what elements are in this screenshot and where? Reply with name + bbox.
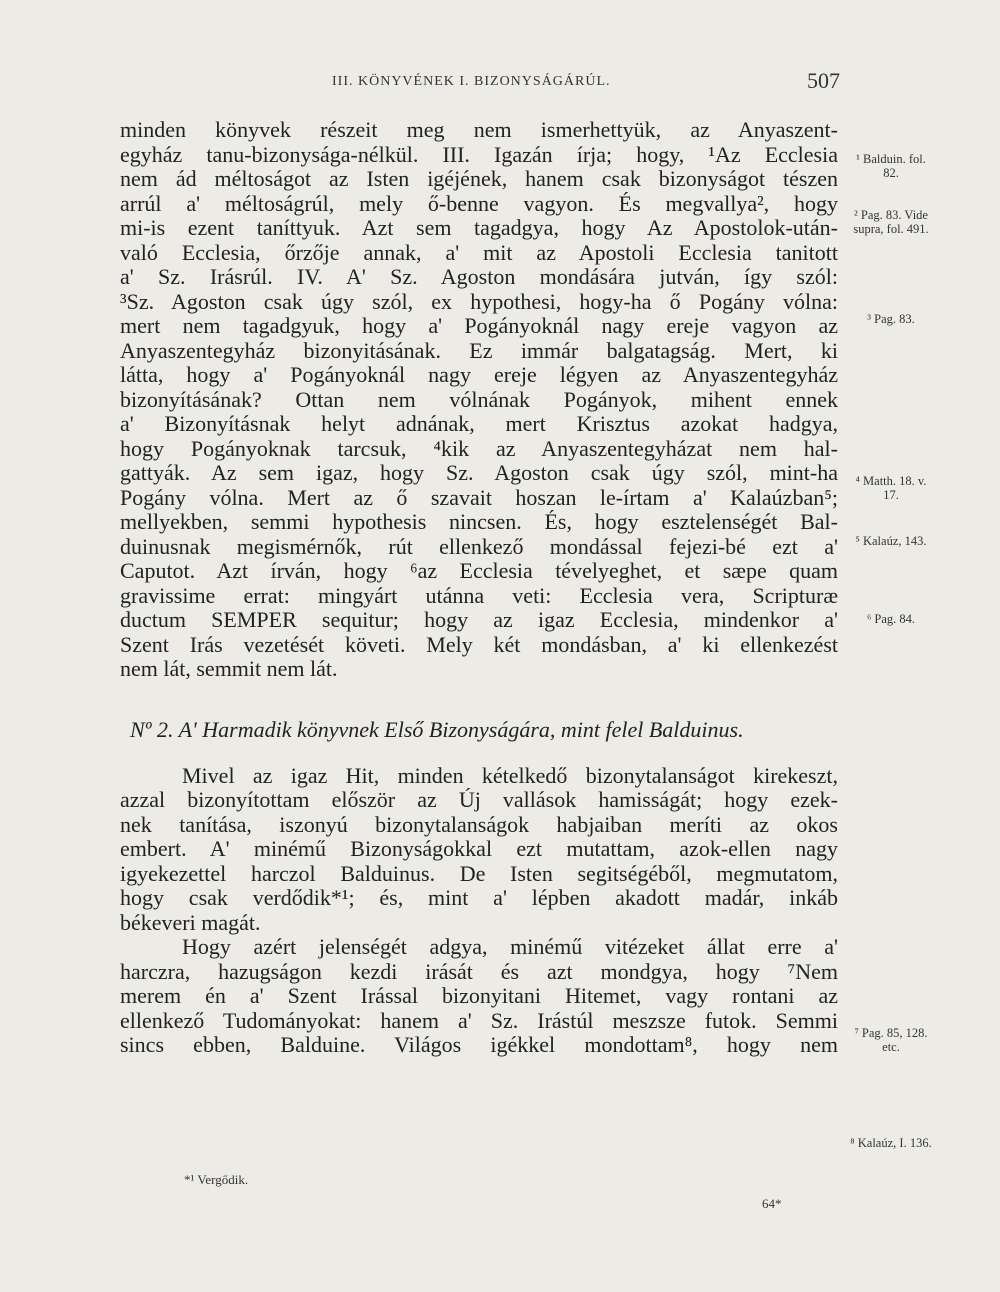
margin-note: ⁶ Pag. 84. bbox=[866, 612, 916, 626]
margin-note: ³ Pag. 83. bbox=[867, 312, 915, 326]
text-line: Pogány vólna. Mert az ő szavait hoszan le-írtam a' Kalaúzban⁵; bbox=[120, 485, 838, 510]
text-line: a' Sz. Irásrúl. IV. A' Sz. Agoston mondására jutván, így szól: bbox=[120, 265, 838, 289]
text-line: gattyák. Az sem igaz, hogy Sz. Agoston csak úgy szól, mint-ha bbox=[120, 461, 838, 485]
signature-mark: 64* bbox=[762, 1196, 782, 1211]
text-line: Mivel az igaz Hit, minden kételkedő bizonytalanságot kirekeszt, bbox=[182, 763, 838, 788]
text-line: nem ád méltoságot az Isten igéjének, hanem csak bizonyságot tészen bbox=[120, 167, 838, 191]
margin-note: ⁷ Pag. 85, 128. etc. bbox=[854, 1026, 928, 1054]
text-line: harczra, hazugságon kezdi irását és azt mondgya, hogy ⁷Nem bbox=[120, 959, 838, 984]
text-line: bizonyításának? Ottan nem vólnának Pogányok, mihent ennek bbox=[120, 387, 838, 412]
text-line: ³Sz. Agoston csak úgy szól, ex hypothesi, hogy-ha ő Pogány vólna: bbox=[120, 289, 838, 314]
text-line: merem én a' Szent Irással bizonyitani Hitemet, vagy rontani az bbox=[120, 984, 838, 1008]
text-line: azzal bizonyítottam először az Új vallások hamisságát; hogy ezek- bbox=[120, 788, 838, 812]
section-gap bbox=[120, 682, 838, 716]
text-line: mi-is ezent taníttyuk. Azt sem tagadgya, hogy Az Apostolok-után- bbox=[120, 216, 838, 240]
margin-note: ¹ Balduin. fol. 82. bbox=[856, 152, 926, 180]
text-line: igyekezettel harczol Balduinus. De Isten segitségéből, megmutatom, bbox=[120, 861, 838, 886]
text-line: hogy Pogányoknak tarcsuk, ⁴kik az Anyaszentegyházat nem hal- bbox=[120, 436, 838, 461]
text-line: ductum SEMPER sequitur; hogy az igaz Ecclesia, mindenkor a' bbox=[120, 608, 838, 632]
text-line: hogy csak verdődik*¹; és, mint a' lépben akadott madár, inkáb bbox=[120, 886, 838, 910]
margin-note: ⁵ Kalaúz, 143. bbox=[855, 534, 927, 548]
text-line: gravissime errat: mingyárt utánna veti: Ecclesia vera, Scripturæ bbox=[120, 583, 838, 608]
footnote: *¹ Vergődik. bbox=[184, 1172, 249, 1187]
margin-note: ⁸ Kalaúz, I. 136. bbox=[850, 1136, 932, 1150]
margin-note: ⁴ Matth. 18. v. 17. bbox=[855, 474, 927, 502]
text-line: Hogy azért jelenségét adgya, minémű vitézeket állat erre a' bbox=[182, 935, 838, 959]
page-number: 507 bbox=[807, 68, 840, 93]
text-line: látta, hogy a' Pogányoknál nagy ereje légyen az Anyaszentegyház bbox=[120, 363, 838, 387]
page-header bbox=[120, 68, 840, 104]
text-line: nek tanítása, iszonyú bizonytalanságok habjaiban meríti az okos bbox=[120, 812, 838, 837]
text-line: ellenkező Tudományokat: hanem a' Sz. Irástúl meszsze futok. Semmi bbox=[120, 1008, 838, 1033]
text-line: sincs ebben, Balduine. Világos igékkel mondottam⁸, hogy nem bbox=[120, 1033, 838, 1057]
text-line: mellyekben, semmi hypothesis nincsen. És, hogy esztelenségét Bal- bbox=[120, 510, 838, 534]
text-line: mert nem tagadgyuk, hogy a' Pogányoknál nagy ereje vagyon az bbox=[120, 314, 838, 338]
text-line: való Ecclesia, őrzője annak, a' mit az Apostoli Ecclesia tanitott bbox=[120, 240, 838, 265]
text-line: minden könyvek részeit meg nem ismerhettyük, az Anyaszent- bbox=[120, 118, 838, 142]
section-heading: Nº 2. A' Harmadik könyvnek Első Bizonyságára, mint felel Balduinus. bbox=[130, 716, 744, 742]
text-line: egyház tanu-bizonysága-nélkül. III. Igazán írja; hogy, ¹Az Ecclesia bbox=[120, 142, 838, 167]
text-line: nem lát, semmit nem lát. bbox=[120, 657, 338, 681]
text-line: embert. A' minémű Bizonyságokkal ezt mutattam, azok-ellen nagy bbox=[120, 837, 838, 861]
running-title: III. KÖNYVÉNEK I. BIZONYSÁGÁRÚL. bbox=[332, 74, 611, 89]
margin-note: ² Pag. 83. Vide supra, fol. 491. bbox=[853, 208, 929, 236]
text-line: Caputot. Azt írván, hogy ⁶az Ecclesia tévelyeghet, et sæpe quam bbox=[120, 559, 838, 583]
text-line: békeveri magát. bbox=[120, 910, 261, 935]
text-line: arrúl a' méltoságrúl, mely ő-benne vagyon. És megvallya², hogy bbox=[120, 191, 838, 216]
text-line: Anyaszentegyház bizonyitásának. Ez immár balgatagság. Mert, ki bbox=[120, 338, 838, 363]
text-line: Szent Irás vezetését követi. Mely két mondásban, a' ki ellenkezést bbox=[120, 632, 838, 657]
text-line: duinusnak megismérnők, rút ellenkező mondással fejezi-bé ezt a' bbox=[120, 534, 838, 559]
main-text bbox=[120, 118, 838, 1058]
text-line: a' Bizonyításnak helyt adnának, mert Krisztus azokat hadgya, bbox=[120, 412, 838, 436]
